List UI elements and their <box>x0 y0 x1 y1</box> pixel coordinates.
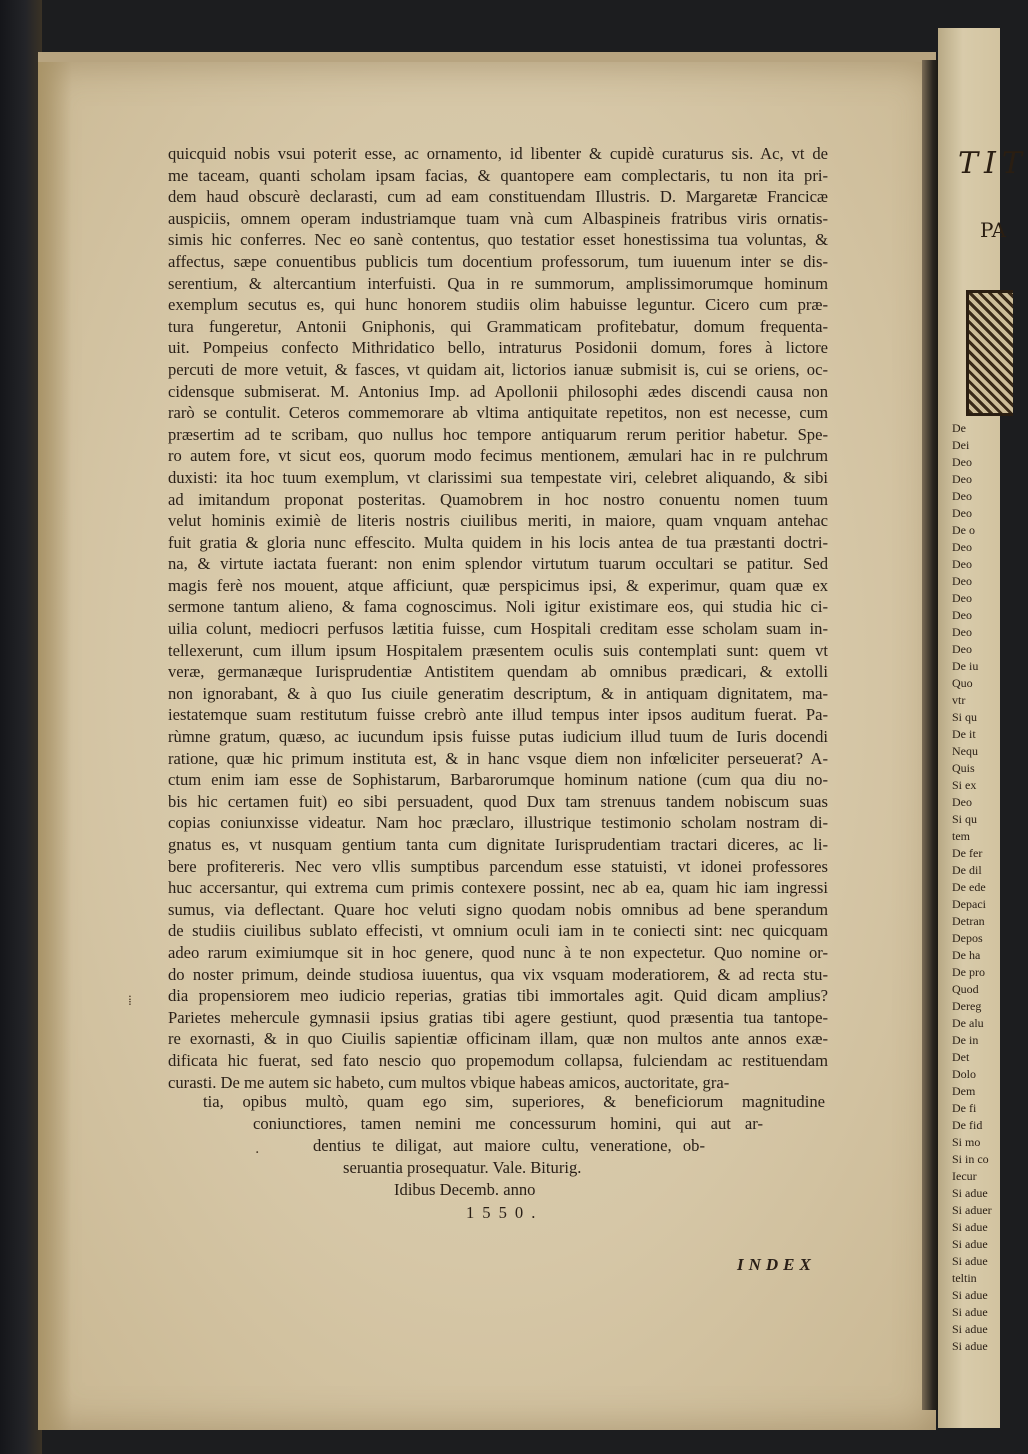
facing-page-fragment: Quod <box>952 982 979 996</box>
facing-page-fragment: Deo <box>952 455 972 469</box>
closing-line: dentius te diligat, aut maiore cultu, veneratione, ob- <box>313 1136 705 1155</box>
text-line: quicquid nobis vsui poterit esse, ac ornamento, id libenter & cupidè curaturus sis. Ac, vt de <box>168 144 828 163</box>
text-line: tura fungeretur, Antonii Gniphonis, qui Grammaticam profitebatur, domum frequenta- <box>168 316 828 336</box>
facing-page-fragment: De ha <box>952 948 981 962</box>
text-line: rùmne gratum, quæso, ac iucundum ipsis fuisse putas iudicium illud tuum de Iuris docendi <box>168 727 828 747</box>
facing-page-fragment: Dereg <box>952 999 982 1013</box>
binding-board <box>0 0 42 1454</box>
text-line: percuti de more vetuit, & fasces, vt quidam ait, lictorios ianuæ submisit is, cui se oriens, oc- <box>168 359 828 379</box>
closing-line: seruantia prosequatur. Vale. Biturig. <box>343 1158 582 1177</box>
text-line: veræ, germanæque Iurisprudentiæ Antistitem quendam ab omnibus prædicari, & extolli <box>168 662 828 682</box>
text-line: simis hic conferres. Nec eo sanè contentus, quo testatior esset honestissima tua voluntas, & <box>168 230 828 250</box>
text-line: magis ferè nos mouent, atque afficiunt, quæ perspicimus ipsi, & experimur, quam quæ ex <box>168 575 828 595</box>
facing-page-fragment: Deo <box>952 472 972 486</box>
facing-page-fragment: Dei <box>952 438 970 452</box>
facing-page-fragment: De alu <box>952 1016 984 1030</box>
facing-page-fragment: De fid <box>952 1118 983 1132</box>
facing-page-fragment: Deo <box>952 608 972 622</box>
facing-page-fragment: De <box>952 421 966 435</box>
facing-page-fragment: Deo <box>952 557 972 571</box>
facing-page-fragment: teltin <box>952 1271 977 1285</box>
text-line: duxisti: ita hoc tuum exemplum, vt clarissimi sua tempestate viri, celebret aliquando, & sibi <box>168 467 828 487</box>
facing-page-fragment: Dem <box>952 1084 976 1098</box>
facing-page-fragment: Deo <box>952 795 972 809</box>
text-line: ctum enim iam esse de Sophistarum, Barbarorumque hominum natione (cum qua diu no- <box>168 770 828 790</box>
facing-page-fragment: Deo <box>952 591 972 605</box>
text-line: cidensque submiserat. M. Antonius Imp. ad Apollonii philosophi ædes discendi causa non <box>168 381 828 401</box>
facing-page-fragment: Si adue <box>952 1288 988 1302</box>
facing-page-fragment: Quo <box>952 676 973 690</box>
facing-page-fragment: Si adue <box>952 1305 988 1319</box>
closing-line: tia, opibus multò, quam ego sim, superiores, & beneficiorum magnitudine <box>203 1092 825 1111</box>
catchword: INDEX <box>737 1255 816 1274</box>
facing-page-subheading: PA <box>980 218 1007 242</box>
text-line: iestatemque suam restitutum fuisse crebrò ante illud tempus inter ipsos auditum fuerat. Pa- <box>168 705 828 725</box>
text-line: exemplum secutus es, qui hunc honorem studiis olim habuisse leguntur. Cicero cum præ- <box>168 295 828 315</box>
text-line: huc accersantur, qui extrema cum primis contexere possint, nec ab ea, quam hic iam ingressi <box>168 878 828 898</box>
text-line: Parietes mehercule gymnasii ipsius gratias tibi agere gestiunt, quod præsentia tua tantope- <box>168 1007 828 1027</box>
facing-page-fragment: De o <box>952 523 975 537</box>
facing-page-fragment: Det <box>952 1050 970 1064</box>
text-line: dificata hic fuerat, sed fato nescio quo propemodum collapsa, fulciendam ac restituendam <box>168 1050 828 1070</box>
facing-page-fragment: Deo <box>952 506 972 520</box>
facing-page-heading: TIT <box>958 146 1028 181</box>
facing-page-fragment: Iecur <box>952 1169 977 1183</box>
facing-page-fragment: Si adue <box>952 1322 988 1336</box>
facing-page-fragment: Deo <box>952 489 972 503</box>
text-line: na, & virtute iactata fuerant: non enim splendor virtutum tuarum occultari se patitur. Sed <box>168 554 828 574</box>
text-line: bis hic certamen fuit) eo sibi persuadent, quod Dux tam strenuus tandem nobiscum suas <box>168 791 828 811</box>
text-line: de studiis ciuilibus sublato effecisti, vt omnium oculi iam in te coniecti sint: nec quicquam <box>168 921 828 941</box>
facing-page-fragment: Deo <box>952 540 972 554</box>
facing-page-column <box>952 420 1012 1355</box>
facing-page-fragment: tem <box>952 829 970 843</box>
facing-page-fragment: De iu <box>952 659 979 673</box>
facing-page-fragment: Si qu <box>952 812 978 826</box>
text-line: ad imitandum proponat posteritas. Quamobrem in hoc nostro conuentu nomen tuum <box>168 489 828 509</box>
closing-date: Idibus Decemb. anno <box>394 1180 536 1199</box>
text-line: dem haud obscurè declarasti, cum ad eam constituendam Illustris. D. Margaretæ Francicæ <box>168 187 828 207</box>
text-line: ro autem fore, vt sicut eos, quorum modo fecimus mentionem, æmulari hac in re pulchrum <box>168 446 828 466</box>
facing-page-fragment: Si ex <box>952 778 977 792</box>
facing-page-fragment: De dil <box>952 863 982 877</box>
text-line: me taceam, quanti scholam ipsam facias, & quantopere eam complectaris, tu non ita pri- <box>168 165 828 185</box>
text-line: non ignorabant, & à quo Ius ciuile generatim descriptum, & in antiquam dignitatem, ma- <box>168 683 828 703</box>
facing-page-fragment: Si adue <box>952 1237 988 1251</box>
facing-page-fragment: Deo <box>952 642 972 656</box>
text-line: tellexerunt, cum illum ipsum Hospitalem præsentem oculis suis contemplati sunt: quem vt <box>168 640 828 660</box>
text-line: rarò se contulit. Ceteros commemorare ab vltima antiquitate repetitos, non est necesse, cum <box>168 403 828 423</box>
facing-page-fragment: Nequ <box>952 744 978 758</box>
text-line: affectus, sæpe conuentibus publicis tum docentium professorum, tum iuuenum inter se dis- <box>168 251 828 271</box>
facing-page-fragment: Deo <box>952 574 972 588</box>
facing-page-fragment: Deo <box>952 625 972 639</box>
text-line: re exornasti, & in quo Ciuilis sapientiæ officinam illam, quæ non multos ante annos exæ- <box>168 1029 828 1049</box>
text-line: sermone tantum alieno, & fama cognoscimus. Noli igitur existimare eos, qui studia hic ci- <box>168 597 828 617</box>
facing-page-fragment: De in <box>952 1033 979 1047</box>
text-line: auspiciis, omnem operam industriamque tuam vnà cum Albaspineis fratribus viris ornatis- <box>168 208 828 228</box>
text-line: sumus, via deflectant. Quare hoc veluti signo quodam nobis omnibus ad bene sperandum <box>168 899 828 919</box>
facing-page-fragment: De it <box>952 727 976 741</box>
facing-page-fragment: Depaci <box>952 897 986 911</box>
facing-page-fragment: De pro <box>952 965 985 979</box>
text-line: do noster primum, deinde studiosa iuuentus, qua vix vsquam moderatiorem, & ad recta stu- <box>168 964 828 984</box>
text-line: præsertim ad te scribam, quo nullus hoc tempore antiquarum rerum peritior habetur. Spe- <box>168 424 828 444</box>
closing-line: coniunctiores, tamen nemini me concessurum homini, qui aut ar- <box>253 1114 763 1133</box>
text-line: copias coniunxisse videatur. Nam hoc præclaro, illustrique testimonio scholam nostram di- <box>168 813 828 833</box>
facing-page-fragment: Dolo <box>952 1067 976 1081</box>
facing-page-fragment: Si qu <box>952 710 978 724</box>
text-line: ratione, quæ hic primum instituta est, & in hanc vsque diem non infœliciter perseuerat? A- <box>168 748 828 768</box>
facing-page-fragment: Si in co <box>952 1152 989 1166</box>
text-line: velut hominis eximiè de literis nostris ciuilibus meriti, in maiore, quam vnquam antehac <box>168 511 828 531</box>
closing-year: 1550. <box>466 1203 544 1222</box>
letter-body <box>168 143 828 1093</box>
facing-page-fragment: Si aduer <box>952 1203 992 1217</box>
text-line: gnatus es, vt nusquam gentium tanta cum dignitate Iurisprudentiam tractari diceres, ac li- <box>168 835 828 854</box>
text-line: uit. Pompeius confecto Mithridatico bello, intraturus Posidonii domum, fores à lictore <box>168 338 828 358</box>
facing-page-fragment: De ede <box>952 880 986 894</box>
facing-page-fragment: Si adue <box>952 1220 988 1234</box>
facing-page-fragment: Detran <box>952 914 985 928</box>
facing-page-fragment: Si adue <box>952 1186 988 1200</box>
facing-page-fragment: De fi <box>952 1101 977 1115</box>
text-line: uilia colunt, mediocri perfusos lætitia fuisse, cum Hospitali creditam esse scholam suam in- <box>168 619 828 639</box>
facing-page-fragment: Depos <box>952 931 983 945</box>
facing-page-fragment: vtr <box>952 693 966 707</box>
facing-page-fragment: De fer <box>952 846 983 860</box>
ornament-icon <box>966 290 1013 416</box>
facing-page-fragment: Quis <box>952 761 975 775</box>
text-line: dia propensiorem meo iudicio reperias, gratias tibi immortales agit. Quid dicam amplius? <box>168 986 828 1006</box>
text-line: adeo rarum eximiumque sit in hoc genere, quod nunc à te non expectetur. Quo nomine or- <box>168 942 828 962</box>
facing-page-fragment: Si mo <box>952 1135 981 1149</box>
ink-speck-icon: ⁞ <box>128 993 132 1009</box>
text-line: bere profitereris. Nec vero vllis sumptibus parcendum esse statuisti, vt idonei professores <box>168 856 828 876</box>
text-line: fuit gratia & gloria nunc effescito. Multa quidem in his locis antea de tua præstanti doctri- <box>168 532 828 552</box>
text-line: curasti. De me autem sic habeto, cum multos vbique habeas amicos, auctoritate, gra- <box>168 1072 730 1092</box>
facing-page-fragment: Si adue <box>952 1254 988 1268</box>
text-line: serentium, & altercantium interfuisti. Qua in re summorum, amplissimorumque hominum <box>168 273 828 293</box>
ink-speck-icon: · <box>255 1145 260 1161</box>
facing-page-edge <box>938 28 1028 1428</box>
facing-page-fragment: Si adue <box>952 1339 988 1353</box>
